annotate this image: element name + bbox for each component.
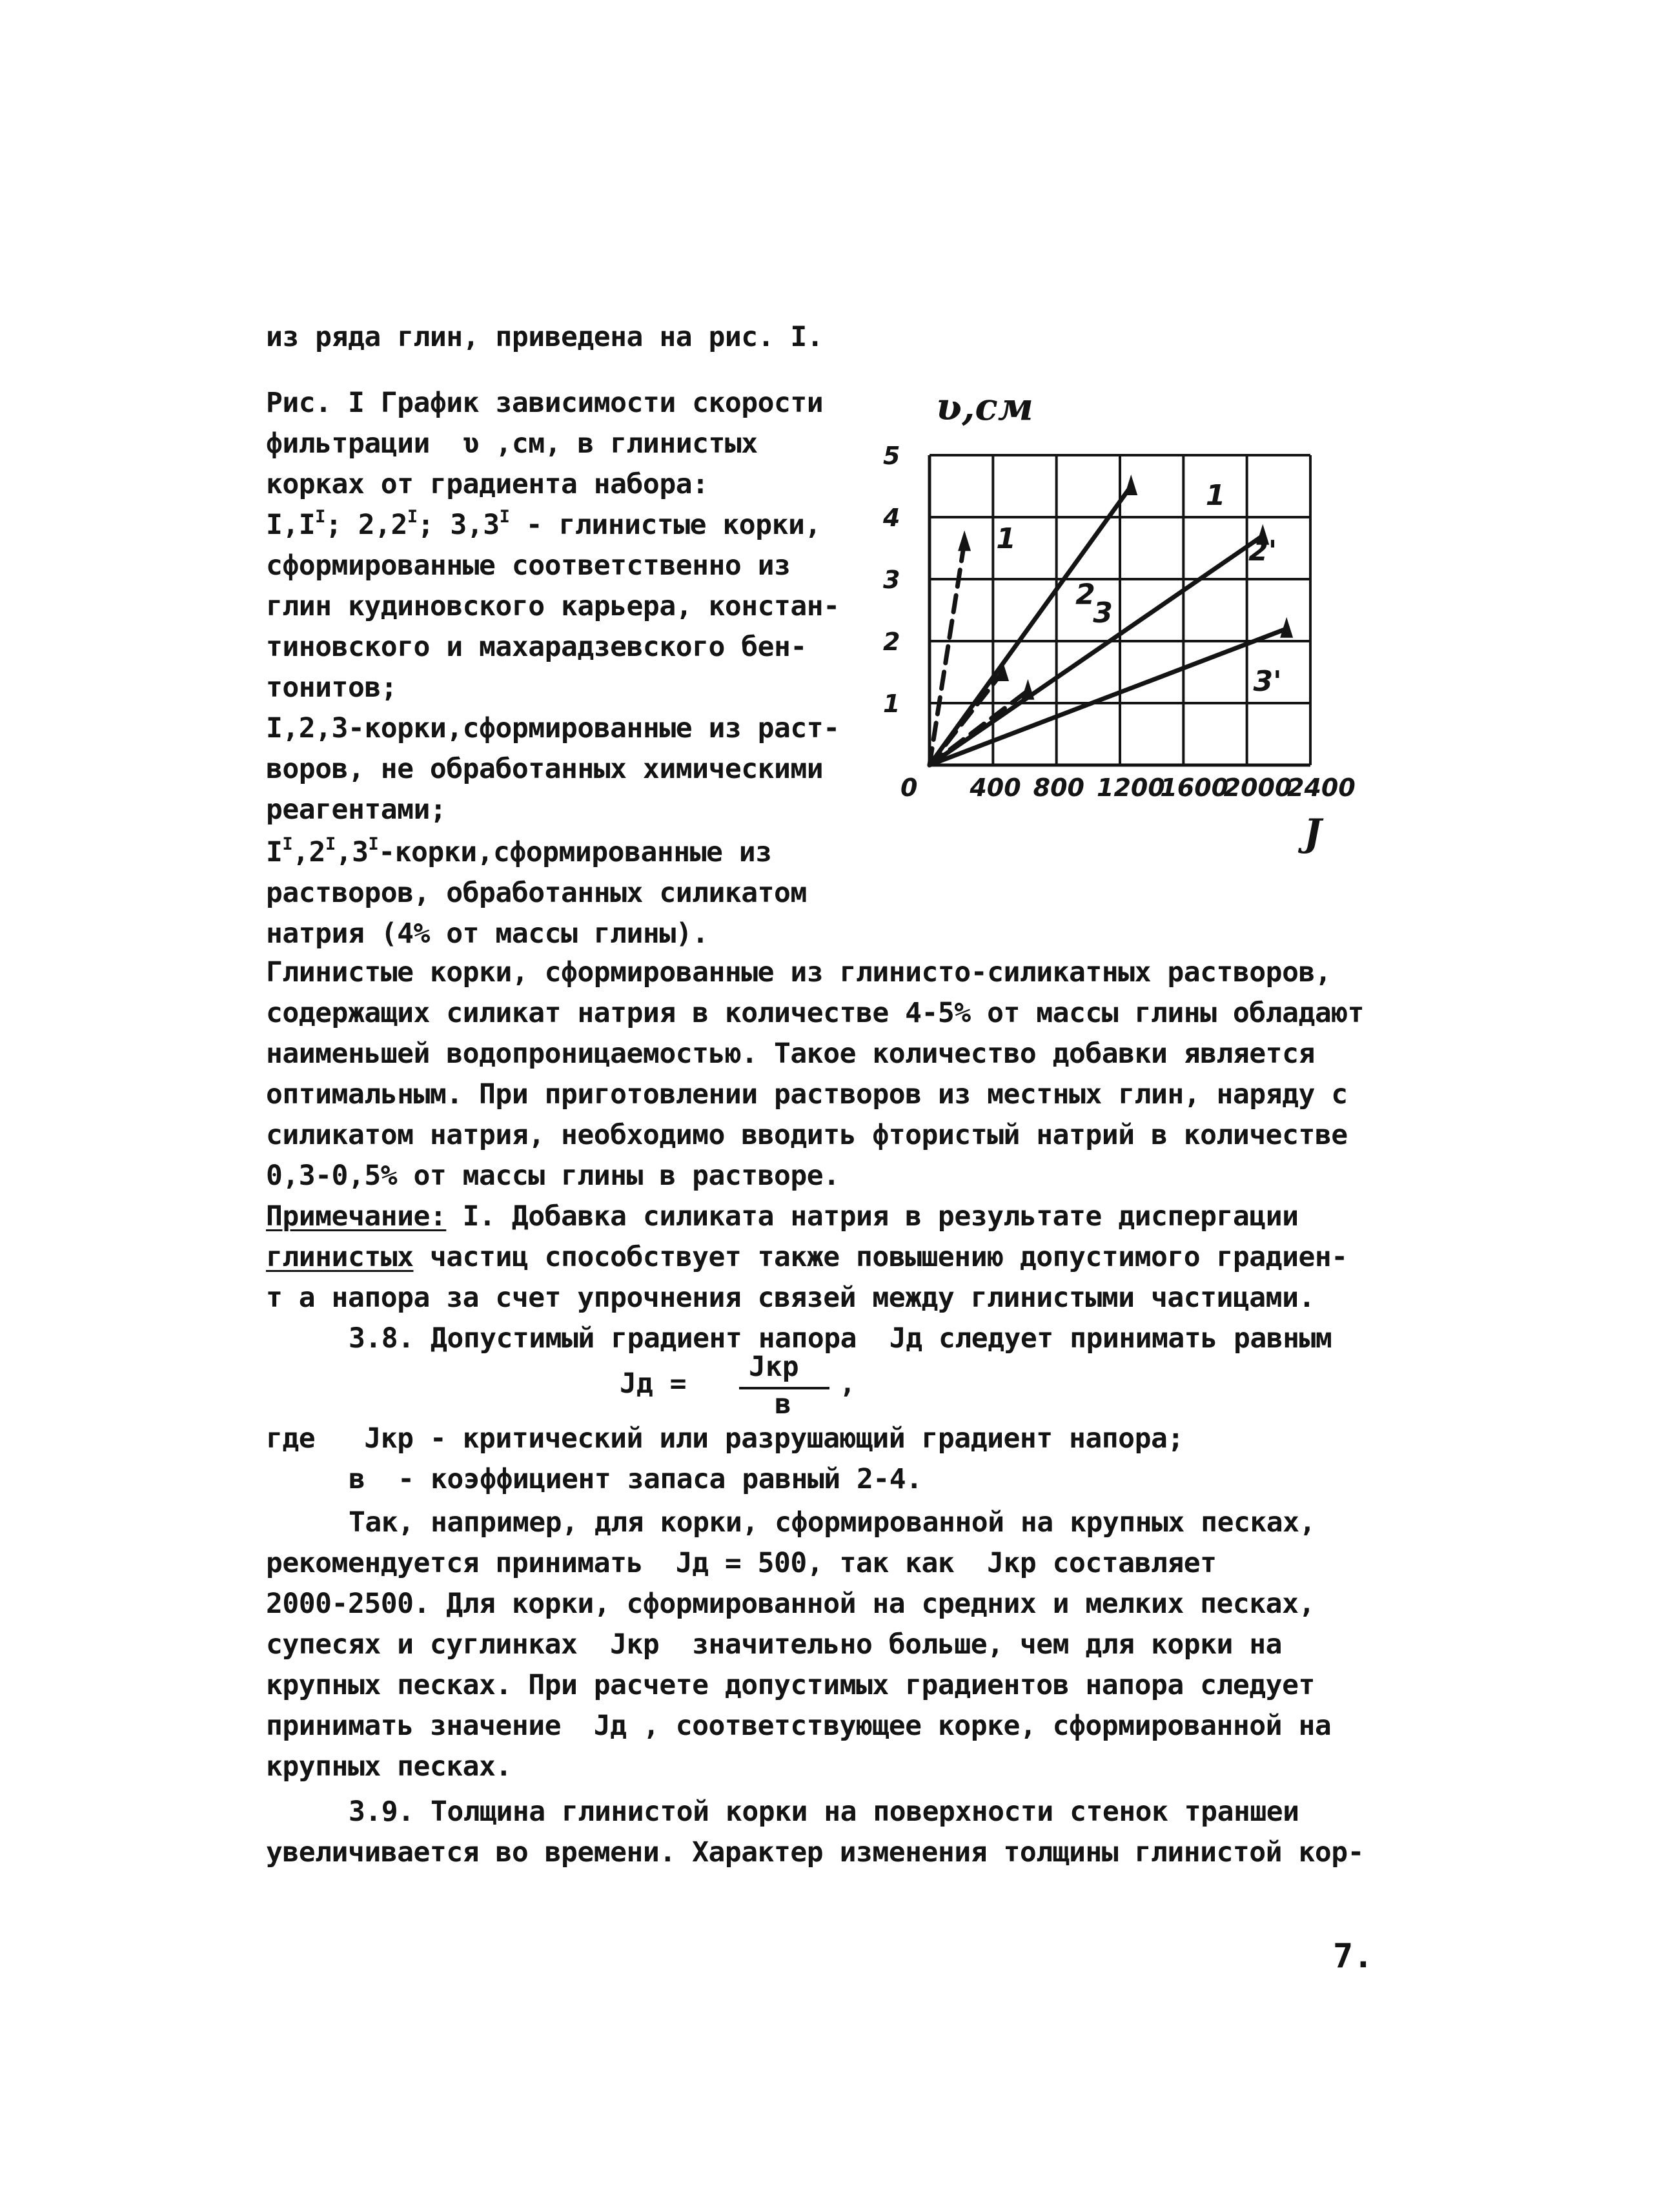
body-line: Так, например, для корки, сформированной на крупных песках, (349, 1506, 1316, 1539)
body-line: 2000-2500. Для корки, сформированной на средних и мелких песках, (266, 1588, 1315, 1620)
y-tick-label: 1 (883, 690, 900, 718)
y-tick-label: 5 (883, 442, 900, 470)
body-line: наименьшей водопроницаемостью. Такое количество добавки является (266, 1038, 1315, 1070)
filtration-chart (859, 381, 1414, 872)
formula-denominator: в (775, 1388, 791, 1420)
caption-line: $I^I,2^I,3^I-корки,сформированные$ из (266, 834, 772, 868)
formula-tail: , (839, 1367, 856, 1400)
curve-label: 2' (1248, 535, 1277, 568)
note-line: т а напора за счет упрочнения связей между глинистыми частицами. (266, 1282, 1315, 1314)
curve-label: 2 (1075, 578, 1095, 611)
caption-line: натрия (4% от массы глины). (266, 917, 709, 950)
body-line: увеличивается во времени. Характер изменения толщины глинистой кор- (266, 1836, 1365, 1869)
x-tick-label: 400 (970, 773, 1021, 802)
series-arrowhead (1280, 617, 1293, 638)
x-tick-label: 2400 (1287, 773, 1356, 802)
caption-line: I,2,3-корки,сформированные из раст- (266, 712, 840, 744)
chart-curve-labels (996, 479, 1281, 698)
note-line: Примечание: I. Добавка силиката натрия в результате диспергации (266, 1200, 1299, 1233)
x-tick-label: 800 (1033, 773, 1084, 802)
caption-line: воров, не обработанных химическими (266, 753, 824, 785)
section-3-8-line: 3.8. Допустимый градиент напора Jд следует принимать равным (349, 1322, 1332, 1355)
body-line: Глинистые корки, сформированные из глинисто-силикатных растворов, (266, 956, 1332, 988)
where-line: где Jкр - критический или разрушающий градиент напора; (266, 1422, 1184, 1455)
caption-line: корках от градиента набора: (266, 468, 709, 500)
curve-label: 3' (1253, 664, 1282, 698)
curve-label: 3 (1093, 597, 1113, 630)
body-line: содержащих силикат натрия в количестве 4-5% от массы глины обладают (266, 997, 1365, 1029)
body-line: крупных песках. (266, 1750, 512, 1783)
series-arrowhead (1124, 475, 1137, 495)
caption-line: тонитов; (266, 671, 398, 704)
formula-lhs: Jд = (620, 1367, 687, 1400)
caption-line: сформированные соответственно из (266, 549, 791, 582)
body-line: оптимальным. При приготовлении растворов из местных глин, наряду с (266, 1078, 1348, 1111)
formula-numerator: Jкр (749, 1351, 799, 1383)
series-line (930, 536, 1263, 765)
caption-line: Рис. I График зависимости скорости (266, 387, 824, 419)
caption-line: растворов, обработанных силикатом (266, 877, 807, 909)
where-line: в - коэффициент запаса равный 2-4. (349, 1463, 922, 1495)
body-line: крупных песках. При расчете допустимых градиентов напора следует (266, 1669, 1315, 1701)
curve-label: 1 (1205, 478, 1226, 512)
note-line: глинистых частиц способствует также повышению допустимого градиен- (266, 1241, 1348, 1273)
body-line: принимать значение Jд , соответствующее корке, сформированной на (266, 1710, 1332, 1742)
caption-line: реагентами; (266, 794, 447, 826)
series-arrowhead (958, 530, 971, 551)
y-tick-label: 2 (883, 628, 900, 656)
caption-line: $I,I^I$; $2,2^I$; $3,3^I$ - глинистые корки, (266, 507, 821, 541)
caption-line: фильтрации ʋ ,см, в глинистых (266, 427, 758, 460)
section-3-9-line: 3.9. Толщина глинистой корки на поверхности стенок траншеи (349, 1796, 1299, 1828)
intro-line: из ряда глин, приведена на рис. I. (266, 321, 824, 353)
curve-label: 1 (996, 522, 1016, 555)
x-tick-label: 1200 (1097, 773, 1165, 802)
x-tick-label: 2000 (1223, 773, 1292, 802)
series-arrowhead (1021, 679, 1034, 700)
y-tick-label: 4 (883, 504, 900, 532)
x-tick-label: 0 (900, 773, 918, 802)
body-line: рекомендуется принимать Jд = 500, так как Jкр составляет (266, 1547, 1217, 1579)
caption-line: глин кудиновского карьера, констан- (266, 590, 840, 622)
y-axis-label: ʋ,см (936, 385, 1033, 429)
page-number: 7. (1333, 1937, 1374, 1976)
body-line: силикатом натрия, необходимо вводить фтористый натрий в количестве (266, 1119, 1348, 1151)
body-line: 0,3-0,5% от массы глины в растворе. (266, 1160, 840, 1192)
series-line (930, 542, 964, 765)
body-line: супесях и суглинках Jкр значительно больше, чем для корки на (266, 1628, 1283, 1661)
y-tick-label: 3 (883, 566, 900, 594)
x-tick-label: 1600 (1160, 773, 1229, 802)
caption-line: тиновского и махарадзевского бен- (266, 631, 807, 663)
note-label: Примечание: (266, 1200, 447, 1233)
x-axis-label: J (1304, 811, 1322, 855)
